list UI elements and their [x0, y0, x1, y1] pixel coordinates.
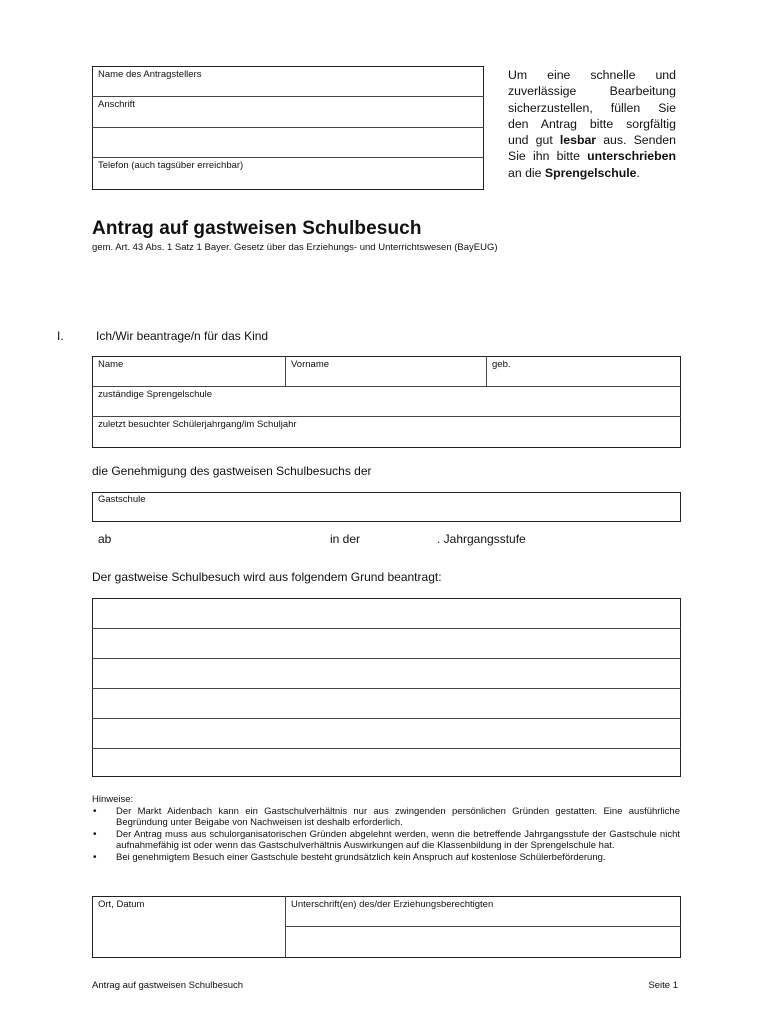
- applicant-name-label: Name des Antragstellers: [98, 69, 202, 80]
- instructions-line: Sie ihn bitte unterschrieben: [508, 149, 676, 164]
- section-heading: Ich/Wir beantrage/n für das Kind: [96, 329, 269, 343]
- instructions-line: sicherzustellen, füllen Sie: [508, 100, 676, 115]
- applicant-address-field[interactable]: [93, 110, 483, 156]
- child-firstname-field[interactable]: [286, 370, 485, 385]
- guardian-signature-label: Unterschrift(en) des/der Erziehungsberechtigten: [291, 899, 494, 910]
- note-item: • Der Markt Aidenbach kann ein Gastschulverhältnis nur aus zwingenden persönlichen Gründen gestatten. Eine ausführliche Begründung unter Beigabe von Nachweisen ist deshalb erforderlich.: [92, 806, 680, 829]
- instructions-line: an die Sprengelschule.: [508, 165, 640, 180]
- section-number: I.: [57, 329, 64, 343]
- instructions-text: [508, 67, 676, 181]
- page-number: Seite 1: [648, 980, 678, 991]
- instructions-line: Um eine schnelle und: [508, 68, 676, 82]
- applicant-name-field[interactable]: [93, 80, 483, 96]
- start-date-label: ab: [98, 532, 112, 546]
- note-item: • Bei genehmigtem Besuch einer Gastschule besteht grundsätzlich kein Anspruch auf kostenlose Schülerbeförderung.: [92, 852, 680, 864]
- approval-text: die Genehmigung des gastweisen Schulbesuchs der: [92, 464, 372, 478]
- grade-field[interactable]: [370, 530, 434, 548]
- legal-basis-subtitle: gem. Art. 43 Abs. 1 Satz 1 Bayer. Gesetz über das Erziehungs- und Unterrichtswesen (BayEUG): [92, 242, 498, 253]
- notes-list: [92, 806, 680, 864]
- applicant-divider: [92, 96, 484, 97]
- instructions-line: zuverlässige Bearbeitung: [508, 84, 676, 99]
- last-grade-label: zuletzt besuchter Schülerjahrgang/im Schuljahr: [98, 419, 297, 430]
- guest-school-label: Gastschule: [98, 494, 146, 505]
- child-divider: [92, 416, 681, 417]
- child-name-field[interactable]: [93, 370, 284, 385]
- instructions-line: den Antrag bitte sorgfältig: [508, 116, 676, 131]
- applicant-address-label: Anschrift: [98, 99, 135, 110]
- district-school-field[interactable]: [93, 400, 680, 415]
- notes: [92, 794, 680, 864]
- child-divider: [92, 386, 681, 387]
- page-title: Antrag auf gastweisen Schulbesuch: [92, 218, 422, 239]
- child-name-label: Name: [98, 359, 124, 370]
- child-birthdate-field[interactable]: [487, 370, 680, 385]
- footer-title: Antrag auf gastweisen Schulbesuch: [92, 980, 244, 991]
- child-firstname-label: Vorname: [291, 359, 330, 370]
- district-school-label: zuständige Sprengelschule: [98, 389, 213, 400]
- applicant-phone-field[interactable]: [93, 171, 483, 189]
- reason-text: Der gastweise Schulbesuch wird aus folgendem Grund beantragt:: [92, 570, 442, 584]
- instructions-line: und gut lesbar aus. Senden: [508, 133, 676, 148]
- note-item: • Der Antrag muss aus schulorganisatorischen Gründen abgelehnt werden, wenn die betreffende Jahrgangsstufe der Gastschule nicht aufnahmefähig ist oder wenn das Gastschulverhältnis Auswirkungen auf die Klassenbildung in der Sprengelschule hat.: [92, 829, 680, 852]
- reason-field[interactable]: [93, 599, 680, 776]
- guest-school-field[interactable]: [93, 505, 680, 521]
- place-date-label: Ort, Datum: [98, 899, 145, 910]
- guardian-signature-field[interactable]: [286, 927, 680, 957]
- start-date-field[interactable]: [118, 530, 323, 548]
- grade-suffix-label: . Jahrgangsstufe: [437, 532, 526, 546]
- place-date-field[interactable]: [93, 910, 284, 957]
- last-grade-field[interactable]: [93, 430, 680, 447]
- notes-heading: Hinweise:: [92, 794, 134, 805]
- child-birthdate-label: geb.: [492, 359, 511, 370]
- applicant-phone-label: Telefon (auch tagsüber erreichbar): [98, 160, 244, 171]
- applicant-divider: [92, 157, 484, 158]
- in-grade-label: in der: [330, 532, 361, 546]
